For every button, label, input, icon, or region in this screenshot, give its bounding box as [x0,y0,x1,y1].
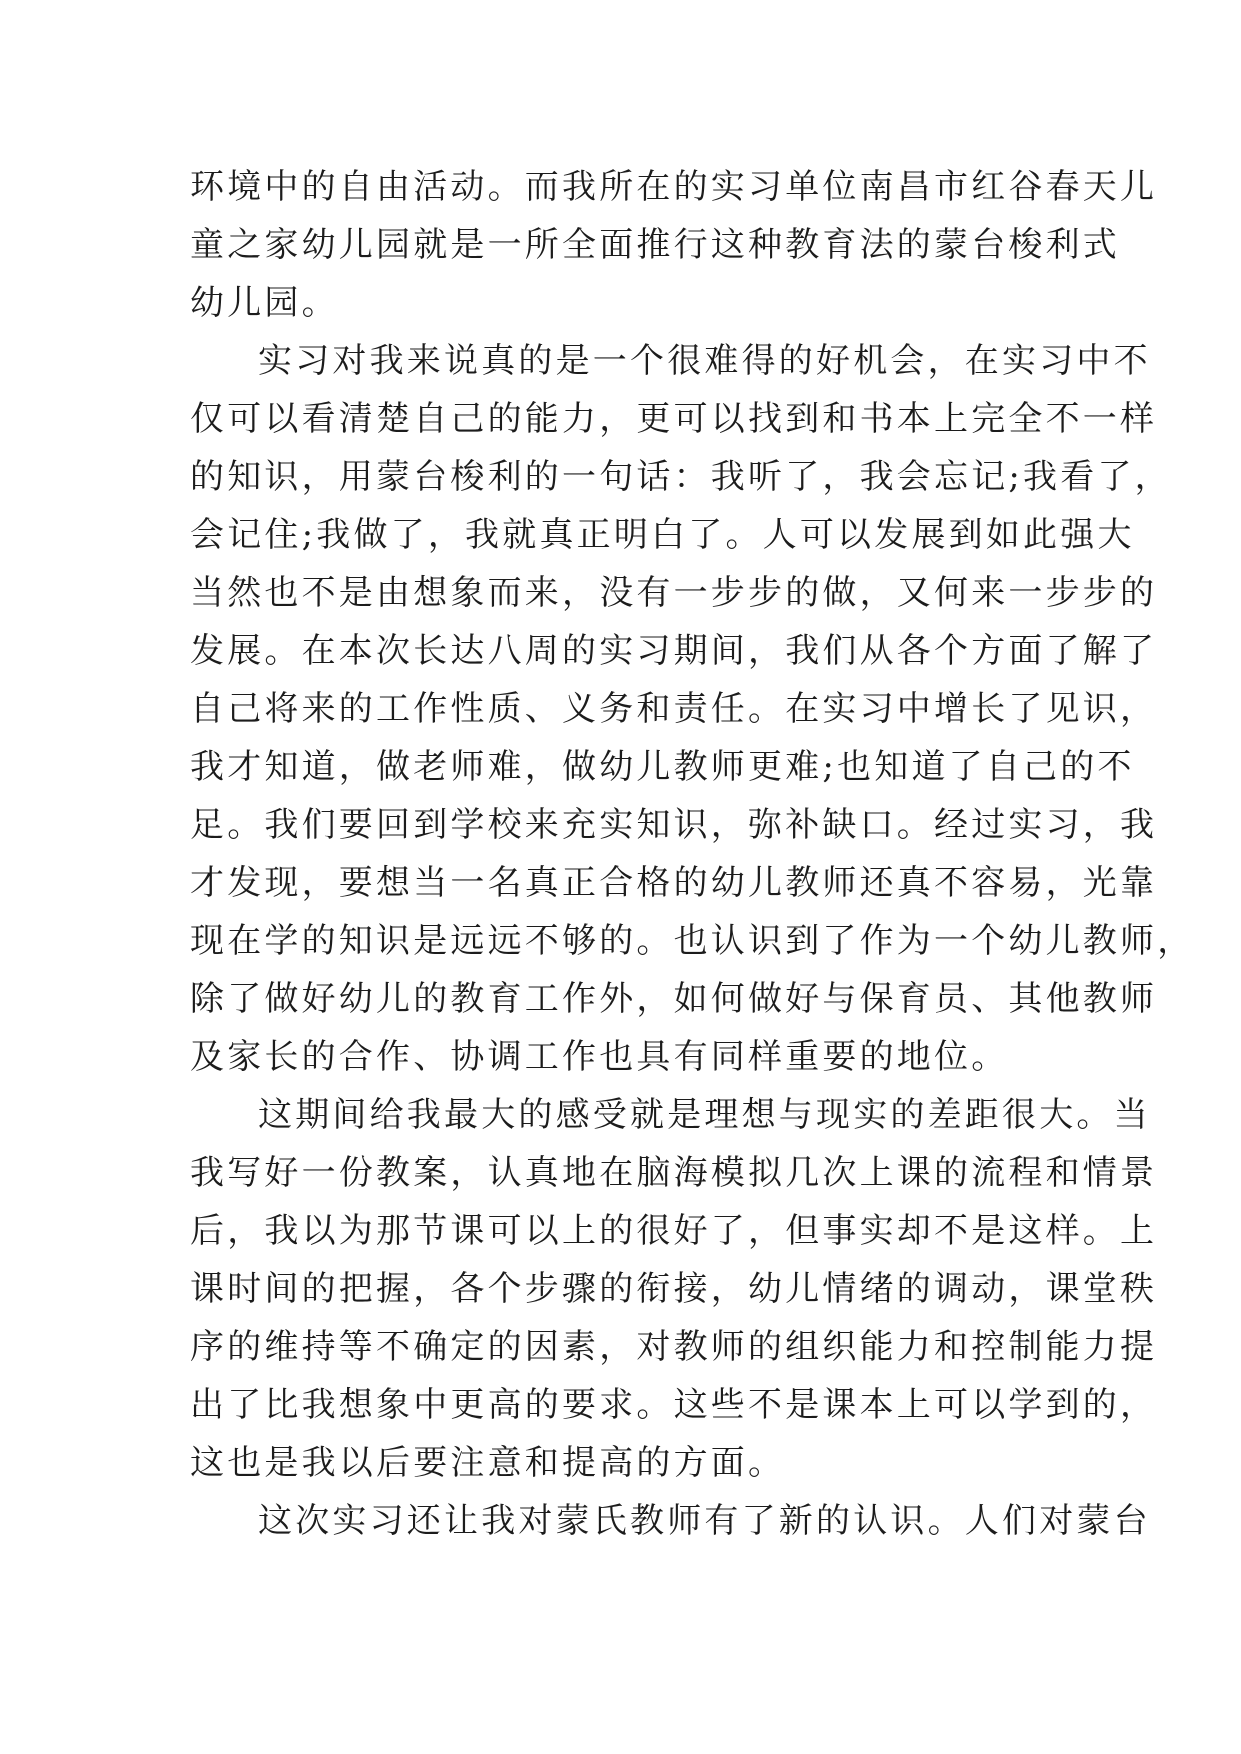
paragraph-2-line-13: 及家长的合作、协调工作也具有同样重要的地位。 [190,1037,1009,1077]
paragraph-2-line-10: 才发现，要想当一名真正合格的幼儿教师还真不容易，光靠 [190,863,1158,903]
paragraph-2-line-8: 我才知道，做老师难，做幼儿教师更难;也知道了自己的不 [190,747,1135,787]
paragraph-4-line-1: 这次实习还让我对蒙氏教师有了新的认识。人们对蒙台 [258,1501,1151,1541]
paragraph-2-line-11: 现在学的知识是远远不够的。也认识到了作为一个幼儿教师， [190,921,1195,961]
paragraph-3-line-7: 这也是我以后要注意和提高的方面。 [190,1443,786,1483]
paragraph-3-line-2: 我写好一份教案，认真地在脑海模拟几次上课的流程和情景 [190,1153,1158,1193]
paragraph-2-line-3: 的知识，用蒙台梭利的一句话：我听了，我会忘记;我看了， [190,457,1172,497]
paragraph-2-line-9: 足。我们要回到学校来充实知识，弥补缺口。经过实习，我 [190,805,1158,845]
paragraph-2-line-2: 仅可以看清楚自己的能力，更可以找到和书本上完全不一样 [190,399,1158,439]
paragraph-1-line-1: 环境中的自由活动。而我所在的实习单位南昌市红谷春天儿 [190,167,1158,207]
paragraph-2-line-6: 发展。在本次长达八周的实习期间，我们从各个方面了解了 [190,631,1158,671]
paragraph-1-line-3: 幼儿园。 [190,283,339,323]
paragraph-2-line-1: 实习对我来说真的是一个很难得的好机会，在实习中不 [258,341,1151,381]
paragraph-3-line-1: 这期间给我最大的感受就是理想与现实的差距很大。当 [258,1095,1151,1135]
paragraph-3-line-5: 序的维持等不确定的因素，对教师的组织能力和控制能力提 [190,1327,1158,1367]
paragraph-2-line-7: 自己将来的工作性质、义务和责任。在实习中增长了见识， [190,689,1158,729]
paragraph-1-line-2: 童之家幼儿园就是一所全面推行这种教育法的蒙台梭利式 [190,225,1120,265]
paragraph-3-line-3: 后，我以为那节课可以上的很好了，但事实却不是这样。上 [190,1211,1158,1251]
paragraph-2-line-4: 会记住;我做了，我就真正明白了。人可以发展到如此强大 [190,515,1135,555]
paragraph-3-line-4: 课时间的把握，各个步骤的衔接，幼儿情绪的调动，课堂秩 [190,1269,1158,1309]
paragraph-2-line-5: 当然也不是由想象而来，没有一步步的做，又何来一步步的 [190,573,1158,613]
paragraph-2-line-12: 除了做好幼儿的教育工作外，如何做好与保育员、其他教师 [190,979,1158,1019]
paragraph-3-line-6: 出了比我想象中更高的要求。这些不是课本上可以学到的， [190,1385,1158,1425]
